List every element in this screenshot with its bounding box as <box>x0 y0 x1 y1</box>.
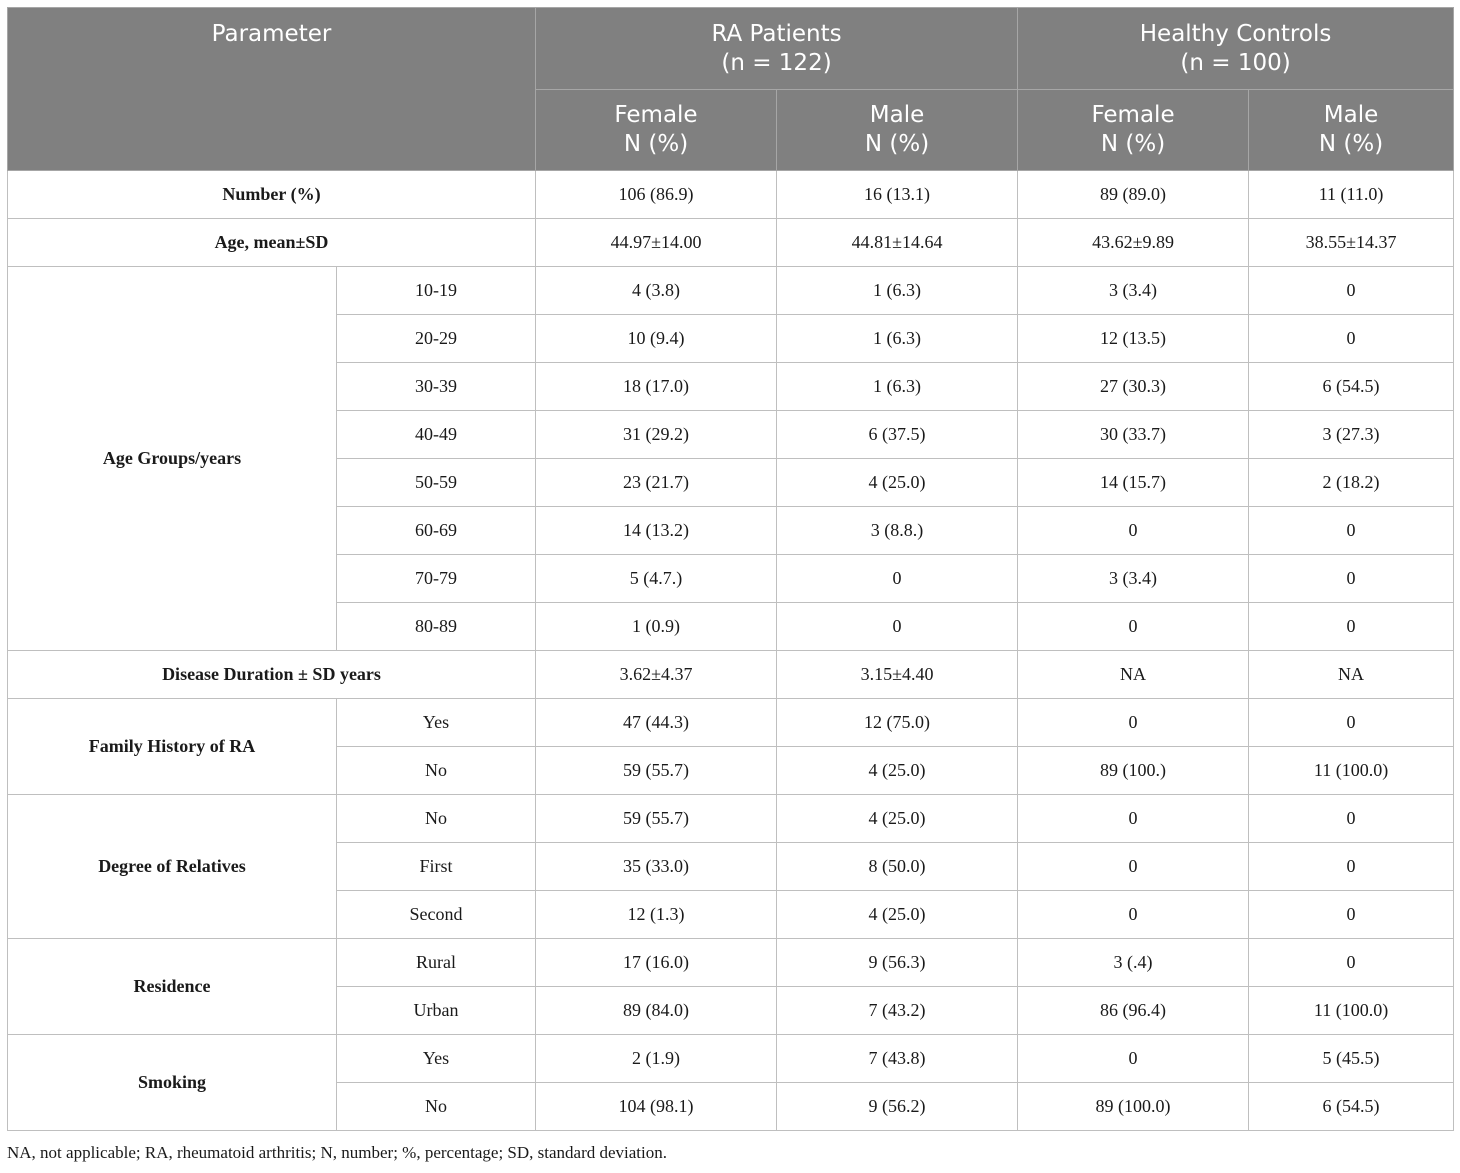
table-cell: 0 <box>1249 603 1454 651</box>
table-cell: 7 (43.2) <box>777 987 1018 1035</box>
table-cell: 12 (75.0) <box>777 699 1018 747</box>
table-cell: 89 (84.0) <box>536 987 777 1035</box>
table-cell: 89 (100.0) <box>1018 1083 1249 1131</box>
header-unit-label: N (%) <box>1100 131 1166 157</box>
header-ra-male <box>777 90 1018 171</box>
header-ra-female <box>536 90 777 171</box>
table-row-family-history <box>8 699 1454 747</box>
table-cell: 104 (98.1) <box>536 1083 777 1131</box>
table-row-degree-relatives <box>8 795 1454 843</box>
header-hc-n: (n = 100) <box>1180 49 1291 76</box>
table-cell: 4 (3.8) <box>536 267 777 315</box>
table-cell: 27 (30.3) <box>1018 363 1249 411</box>
row-sublabel: Second <box>337 891 536 939</box>
header-hc-male <box>1249 90 1454 171</box>
table-cell: 0 <box>1249 555 1454 603</box>
table-cell: 6 (54.5) <box>1249 1083 1454 1131</box>
table-cell: 0 <box>1249 795 1454 843</box>
row-sublabel: No <box>337 1083 536 1131</box>
table-cell: 3.15±4.40 <box>777 651 1018 699</box>
table-cell: 3 (27.3) <box>1249 411 1454 459</box>
table-cell: 1 (6.3) <box>777 363 1018 411</box>
table-cell: 12 (13.5) <box>1018 315 1249 363</box>
table-cell: 2 (18.2) <box>1249 459 1454 507</box>
table-cell: 3 (8.8.) <box>777 507 1018 555</box>
row-group-label: Family History of RA <box>8 699 337 795</box>
table-cell: 9 (56.2) <box>777 1083 1018 1131</box>
table-cell: 0 <box>777 555 1018 603</box>
table-cell: NA <box>1018 651 1249 699</box>
table-cell: 8 (50.0) <box>777 843 1018 891</box>
table-cell: 9 (56.3) <box>777 939 1018 987</box>
table-row-age-group <box>8 267 1454 315</box>
table-cell: 0 <box>777 603 1018 651</box>
header-male-label: Male <box>869 102 925 128</box>
table-footnote: NA, not applicable; RA, rheumatoid arthritis; N, number; %, percentage; SD, standard deviation. <box>7 1143 667 1162</box>
table-cell: 6 (37.5) <box>777 411 1018 459</box>
table-cell: 30 (33.7) <box>1018 411 1249 459</box>
header-healthy-controls <box>1018 8 1454 90</box>
header-unit-label: N (%) <box>864 131 930 157</box>
table-cell: 0 <box>1249 267 1454 315</box>
table-cell: 0 <box>1018 603 1249 651</box>
row-label: Age, mean±SD <box>8 219 536 267</box>
table-cell: 0 <box>1249 699 1454 747</box>
table-row-disease-duration <box>8 651 1454 699</box>
table-cell: 0 <box>1018 699 1249 747</box>
table-cell: 6 (54.5) <box>1249 363 1454 411</box>
table-cell: NA <box>1249 651 1454 699</box>
row-group-label: Degree of Relatives <box>8 795 337 939</box>
header-hc-title: Healthy Controls <box>1139 20 1332 47</box>
table-cell: 0 <box>1249 507 1454 555</box>
table-cell: 7 (43.8) <box>777 1035 1018 1083</box>
table-cell: 89 (89.0) <box>1018 171 1249 219</box>
table-cell: 14 (13.2) <box>536 507 777 555</box>
row-sublabel: Yes <box>337 699 536 747</box>
table-cell: 16 (13.1) <box>777 171 1018 219</box>
row-sublabel: Urban <box>337 987 536 1035</box>
table-cell: 35 (33.0) <box>536 843 777 891</box>
table-row-smoking <box>8 1035 1454 1083</box>
table-cell: 1 (6.3) <box>777 267 1018 315</box>
row-sublabel: 50-59 <box>337 459 536 507</box>
row-label: Number (%) <box>8 171 536 219</box>
table-cell: 1 (0.9) <box>536 603 777 651</box>
row-sublabel: 40-49 <box>337 411 536 459</box>
table-cell: 0 <box>1018 843 1249 891</box>
header-female-label: Female <box>614 102 698 128</box>
table-cell: 5 (4.7.) <box>536 555 777 603</box>
row-sublabel: 30-39 <box>337 363 536 411</box>
table-cell: 23 (21.7) <box>536 459 777 507</box>
row-sublabel: 80-89 <box>337 603 536 651</box>
header-unit-label: N (%) <box>1318 131 1384 157</box>
table-cell: 12 (1.3) <box>536 891 777 939</box>
row-label: Disease Duration ± SD years <box>8 651 536 699</box>
table-cell: 106 (86.9) <box>536 171 777 219</box>
table-cell: 4 (25.0) <box>777 459 1018 507</box>
header-male-label: Male <box>1323 102 1379 128</box>
header-ra-n: (n = 122) <box>721 49 832 76</box>
table-cell: 11 (11.0) <box>1249 171 1454 219</box>
table-cell: 86 (96.4) <box>1018 987 1249 1035</box>
row-group-label: Age Groups/years <box>8 267 337 651</box>
table-cell: 0 <box>1018 1035 1249 1083</box>
header-parameter: Parameter <box>8 8 536 171</box>
table-cell: 89 (100.) <box>1018 747 1249 795</box>
row-sublabel: First <box>337 843 536 891</box>
header-ra-title: RA Patients <box>711 20 842 47</box>
header-hc-female <box>1018 90 1249 171</box>
table-cell: 2 (1.9) <box>536 1035 777 1083</box>
table-cell: 0 <box>1249 891 1454 939</box>
table-cell: 44.97±14.00 <box>536 219 777 267</box>
table-cell: 31 (29.2) <box>536 411 777 459</box>
table-cell: 5 (45.5) <box>1249 1035 1454 1083</box>
table-cell: 3 (.4) <box>1018 939 1249 987</box>
table-cell: 0 <box>1018 795 1249 843</box>
header-female-label: Female <box>1091 102 1175 128</box>
table-row-age <box>8 219 1454 267</box>
table-cell: 43.62±9.89 <box>1018 219 1249 267</box>
row-sublabel: 10-19 <box>337 267 536 315</box>
table-cell: 17 (16.0) <box>536 939 777 987</box>
table-cell: 0 <box>1249 315 1454 363</box>
table-cell: 3 (3.4) <box>1018 555 1249 603</box>
table-cell: 1 (6.3) <box>777 315 1018 363</box>
row-sublabel: 70-79 <box>337 555 536 603</box>
table-row-residence <box>8 939 1454 987</box>
row-sublabel: No <box>337 747 536 795</box>
table-cell: 4 (25.0) <box>777 795 1018 843</box>
table-row-number <box>8 171 1454 219</box>
row-group-label: Smoking <box>8 1035 337 1131</box>
table-cell: 11 (100.0) <box>1249 987 1454 1035</box>
row-sublabel: 60-69 <box>337 507 536 555</box>
table-cell: 0 <box>1249 843 1454 891</box>
table-cell: 18 (17.0) <box>536 363 777 411</box>
demographics-table <box>7 7 1454 1131</box>
table-cell: 44.81±14.64 <box>777 219 1018 267</box>
table-cell: 3 (3.4) <box>1018 267 1249 315</box>
table-cell: 3.62±4.37 <box>536 651 777 699</box>
row-sublabel: No <box>337 795 536 843</box>
row-sublabel: Yes <box>337 1035 536 1083</box>
table-cell: 59 (55.7) <box>536 795 777 843</box>
row-group-label: Residence <box>8 939 337 1035</box>
row-sublabel: Rural <box>337 939 536 987</box>
table-cell: 10 (9.4) <box>536 315 777 363</box>
row-sublabel: 20-29 <box>337 315 536 363</box>
table-cell: 0 <box>1249 939 1454 987</box>
table-cell: 4 (25.0) <box>777 747 1018 795</box>
table-cell: 11 (100.0) <box>1249 747 1454 795</box>
table-cell: 38.55±14.37 <box>1249 219 1454 267</box>
table-cell: 0 <box>1018 891 1249 939</box>
table-cell: 59 (55.7) <box>536 747 777 795</box>
table-cell: 14 (15.7) <box>1018 459 1249 507</box>
header-ra-patients <box>536 8 1018 90</box>
header-unit-label: N (%) <box>623 131 689 157</box>
table-cell: 4 (25.0) <box>777 891 1018 939</box>
table-cell: 0 <box>1018 507 1249 555</box>
table-cell: 47 (44.3) <box>536 699 777 747</box>
